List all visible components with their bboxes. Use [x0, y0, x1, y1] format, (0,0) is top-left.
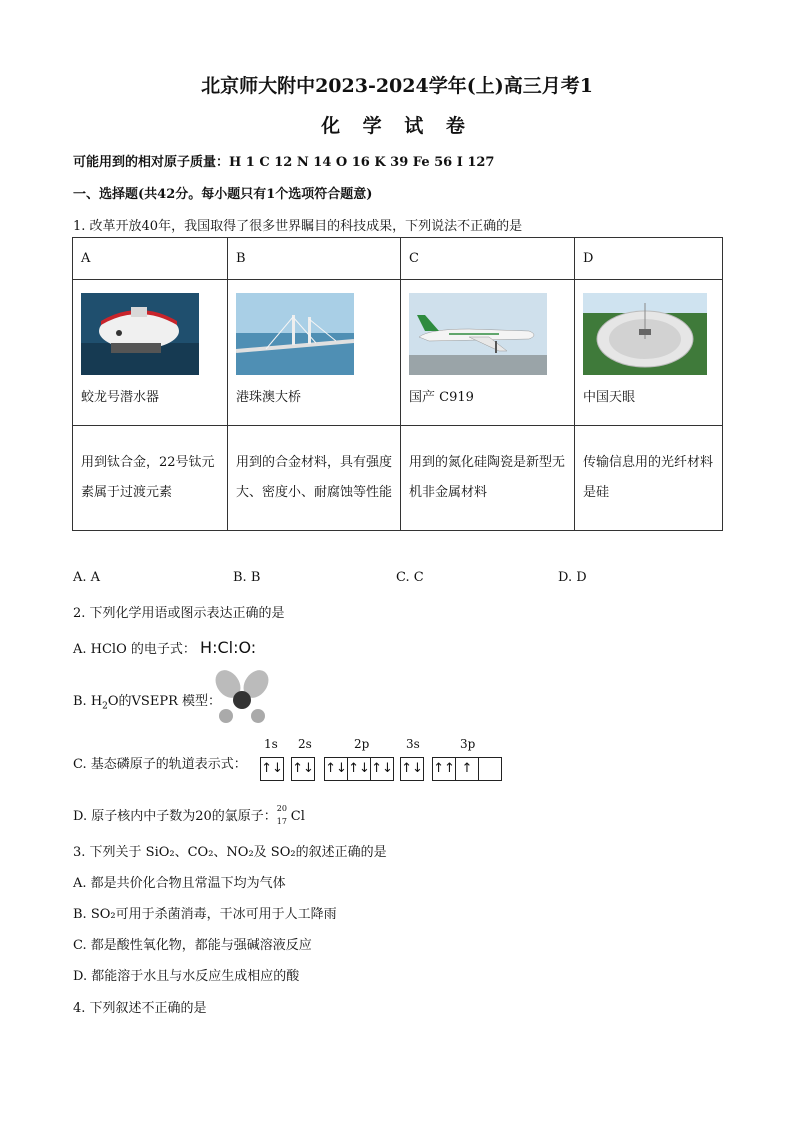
page-title: 北京师大附中2023-2024学年(上)高三月考1 — [201, 75, 593, 97]
orbital-box-2s — [291, 757, 315, 781]
orbital-label-2p: 2p — [354, 737, 370, 751]
q2-option-b[interactable] — [73, 690, 221, 712]
q1-stem: 1. 改革开放40年，我国取得了很多世界瞩目的科技成果，下列说法不正确的是 — [73, 219, 523, 234]
orbital-cell: ↑↓ — [261, 761, 283, 776]
q3-option-c[interactable]: C. 都是酸性氧化物，都能与强碱溶液反应 — [73, 938, 312, 953]
aircraft-photo — [409, 293, 547, 375]
desc-d: 传输信息用的光纤材料是硅 — [575, 426, 723, 531]
q2-option-c[interactable]: C. 基态磷原子的轨道表示式： — [73, 757, 247, 772]
q1-description-row — [73, 426, 723, 531]
orbital-cell: ↑↓ — [325, 758, 348, 780]
caption-c: 国产 C919 — [409, 389, 474, 405]
atomic-masses: 可能用到的相对原子质量：H 1 C 12 N 14 O 16 K 39 Fe 56 I 127 — [73, 155, 495, 170]
col-b-letter: B — [228, 238, 401, 280]
orbital-box-3s — [400, 757, 424, 781]
q3-stem: 3. 下列关于 SiO₂、CO₂、NO₂及 SO₂的叙述正确的是 — [73, 845, 387, 860]
q3-option-d[interactable]: D. 都能溶于水且与水反应生成相应的酸 — [73, 969, 300, 984]
orbital-cell — [479, 758, 501, 780]
hclo-electron-formula: H:Cl:O: — [200, 638, 257, 657]
cell-bridge — [228, 280, 401, 426]
telescope-photo — [583, 293, 707, 375]
section-heading: 一、选择题(共42分。每小题只有1个选项符合题意) — [73, 187, 373, 202]
orbital-label-3p: 3p — [460, 737, 476, 751]
q1-option-b[interactable]: B. B — [233, 570, 261, 585]
caption-b: 港珠澳大桥 — [236, 389, 302, 405]
q1-option-a[interactable]: A. A — [73, 570, 101, 585]
orbital-cell: ↑↑ — [433, 758, 456, 780]
q2-stem: 2. 下列化学用语或图示表达正确的是 — [73, 606, 285, 621]
orbital-label-2s: 2s — [298, 737, 312, 751]
orbital-cell: ↑↓ — [401, 761, 423, 776]
orbital-box-1s — [260, 757, 284, 781]
caption-a: 蛟龙号潜水器 — [81, 389, 160, 405]
element-symbol: Cl — [290, 809, 305, 824]
orbital-cell: ↑↓ — [371, 761, 393, 776]
q2-a-prefix: A. HClO 的电子式： — [73, 642, 196, 657]
q3-option-a[interactable]: A. 都是共价化合物且常温下均为气体 — [73, 876, 286, 891]
cell-aircraft — [401, 280, 575, 426]
desc-a: 用到钛合金，22号钛元素属于过渡元素 — [73, 426, 228, 531]
cell-submersible — [73, 280, 228, 426]
q1-option-c[interactable]: C. C — [396, 570, 424, 585]
q2-b-sub: 2 — [102, 701, 108, 712]
orbital-box-2p — [324, 757, 394, 781]
submersible-photo — [81, 293, 199, 375]
col-c-letter: C — [401, 238, 575, 280]
page-subtitle: 化 学 试 卷 — [321, 115, 473, 137]
nuclide-notation — [276, 803, 291, 826]
orbital-cell: ↑↓ — [348, 758, 371, 780]
orbital-label-3s: 3s — [406, 737, 420, 751]
q2-d-text: D. 原子核内中子数为20的氯原子： — [73, 809, 277, 824]
mass-number: 20 — [276, 803, 287, 813]
q1-table — [72, 237, 723, 531]
vsepr-model-icon — [212, 668, 272, 726]
q1-image-row — [73, 280, 723, 426]
caption-d: 中国天眼 — [583, 389, 636, 405]
q1-option-d[interactable]: D. D — [558, 570, 587, 585]
cell-telescope — [575, 280, 723, 426]
bridge-photo — [236, 293, 354, 375]
desc-c: 用到的氮化硅陶瓷是新型无机非金属材料 — [401, 426, 575, 531]
col-a-letter: A — [73, 238, 228, 280]
q3-option-b[interactable]: B. SO₂可用于杀菌消毒，干冰可用于人工降雨 — [73, 907, 337, 922]
col-d-letter: D — [575, 238, 723, 280]
orbital-label-1s: 1s — [264, 737, 278, 751]
orbital-cell: ↑↓ — [292, 761, 314, 776]
q2-option-a[interactable] — [73, 638, 256, 657]
q4-stem: 4. 下列叙述不正确的是 — [73, 1001, 207, 1016]
orbital-box-3p — [432, 757, 502, 781]
q2-b-prefix: B. H — [73, 694, 103, 709]
orbital-cell: ↑ — [456, 758, 479, 780]
q2-b-suffix: O的VSEPR 模型： — [107, 694, 221, 709]
atomic-number: 17 — [276, 816, 287, 826]
q2-option-d[interactable] — [73, 805, 305, 826]
q1-header-row — [73, 238, 723, 280]
desc-b: 用到的合金材料，具有强度大、密度小、耐腐蚀等性能 — [228, 426, 401, 531]
